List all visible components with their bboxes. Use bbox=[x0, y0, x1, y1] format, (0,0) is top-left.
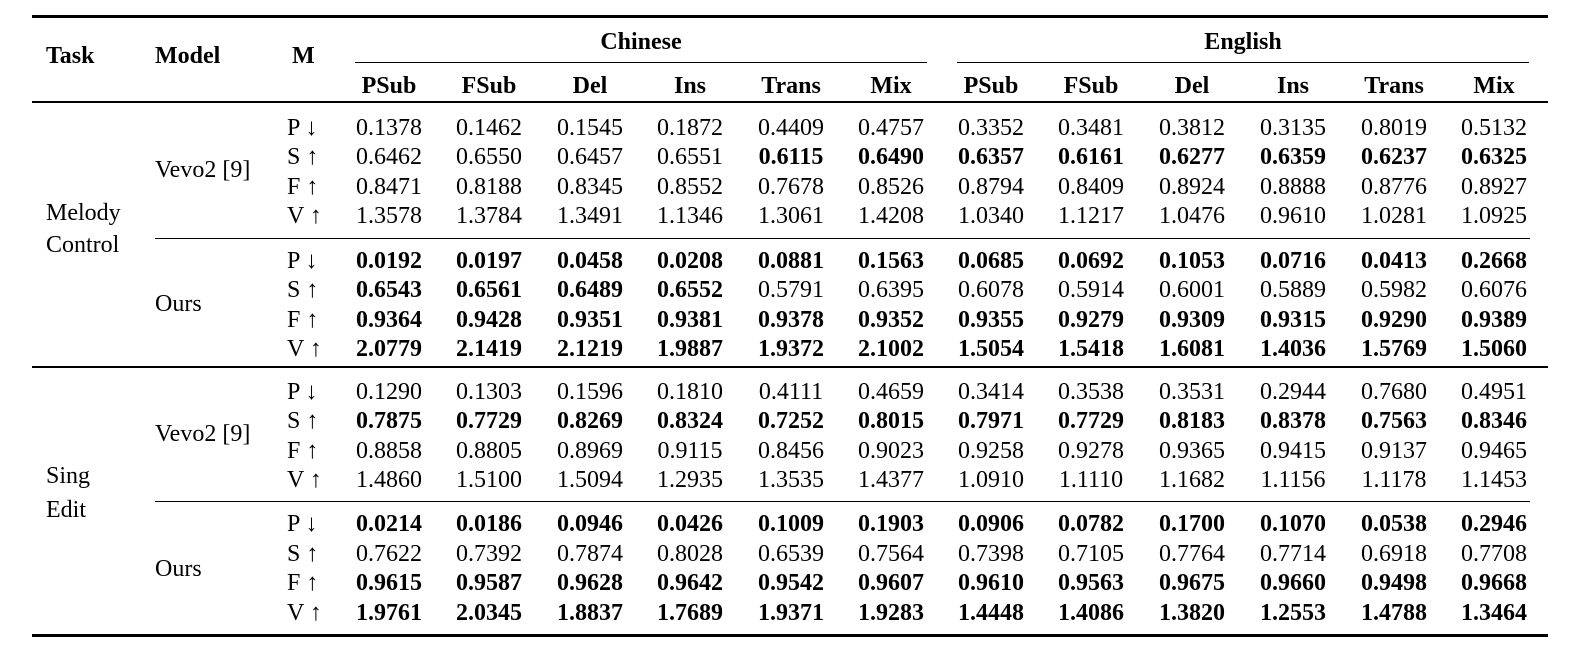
table-cell: 0.9668 bbox=[1461, 570, 1527, 596]
table-cell: 0.9389 bbox=[1461, 307, 1527, 333]
metric-label: P ↓ bbox=[287, 511, 318, 537]
column-header: Mix bbox=[1473, 73, 1515, 99]
table-cell: 0.3812 bbox=[1159, 115, 1225, 141]
table-cell: 1.5769 bbox=[1361, 336, 1427, 362]
table-cell: 0.8776 bbox=[1361, 174, 1427, 200]
chinese-group-underline bbox=[355, 62, 927, 63]
table-cell: 1.2935 bbox=[657, 467, 723, 493]
metric-label: F ↑ bbox=[287, 438, 319, 464]
table-cell: 1.0910 bbox=[958, 467, 1024, 493]
table-cell: 0.0782 bbox=[1058, 511, 1124, 537]
table-cell: 0.8019 bbox=[1361, 115, 1427, 141]
table-cell: 0.8188 bbox=[456, 174, 522, 200]
table-cell: 0.8888 bbox=[1260, 174, 1326, 200]
table-cell: 0.7764 bbox=[1159, 541, 1225, 567]
table-cell: 1.0281 bbox=[1361, 203, 1427, 229]
table-cell: 0.8324 bbox=[657, 408, 723, 434]
table-cell: 0.1303 bbox=[456, 379, 522, 405]
task-label: Sing bbox=[46, 463, 91, 489]
table-cell: 0.6076 bbox=[1461, 277, 1527, 303]
column-header: PSub bbox=[361, 73, 417, 99]
table-cell: 0.6550 bbox=[456, 144, 522, 170]
table-cell: 1.0925 bbox=[1461, 203, 1527, 229]
table-cell: 1.9283 bbox=[858, 600, 924, 626]
task-label: Melody bbox=[46, 200, 121, 226]
table-cell: 0.8269 bbox=[557, 408, 623, 434]
table-cell: 0.0197 bbox=[456, 248, 522, 274]
table-cell: 0.6490 bbox=[858, 144, 924, 170]
table-cell: 1.1110 bbox=[1058, 467, 1124, 493]
table-cell: 0.9351 bbox=[557, 307, 623, 333]
table-cell: 0.9364 bbox=[356, 307, 422, 333]
table-cell: 1.3784 bbox=[456, 203, 522, 229]
metric-label: S ↑ bbox=[287, 277, 319, 303]
model-label: Ours bbox=[155, 556, 202, 582]
table-cell: 0.7678 bbox=[758, 174, 824, 200]
table-cell: 0.9498 bbox=[1361, 570, 1427, 596]
column-header: Ins bbox=[1276, 73, 1310, 99]
table-cell: 0.1903 bbox=[858, 511, 924, 537]
table-cell: 0.6489 bbox=[557, 277, 623, 303]
task-label: Control bbox=[46, 232, 120, 258]
table-cell: 0.1563 bbox=[858, 248, 924, 274]
table-cell: 1.2553 bbox=[1260, 600, 1326, 626]
table-cell: 0.6001 bbox=[1159, 277, 1225, 303]
table-cell: 0.2946 bbox=[1461, 511, 1527, 537]
table-cell: 0.8552 bbox=[657, 174, 723, 200]
table-cell: 0.3352 bbox=[958, 115, 1024, 141]
table-cell: 0.9137 bbox=[1361, 438, 1427, 464]
table-cell: 0.7729 bbox=[1058, 408, 1124, 434]
table-cell: 1.4448 bbox=[958, 600, 1024, 626]
table-cell: 0.9278 bbox=[1058, 438, 1124, 464]
table-cell: 0.8927 bbox=[1461, 174, 1527, 200]
table-cell: 0.3538 bbox=[1058, 379, 1124, 405]
table-cell: 0.8794 bbox=[958, 174, 1024, 200]
table-cell: 1.5054 bbox=[958, 336, 1024, 362]
table-cell: 0.9315 bbox=[1260, 307, 1326, 333]
table-cell: 0.8858 bbox=[356, 438, 422, 464]
table-cell: 1.5100 bbox=[456, 467, 522, 493]
table-cell: 1.3061 bbox=[758, 203, 824, 229]
table-cell: 0.0881 bbox=[758, 248, 824, 274]
table-cell: 0.0426 bbox=[657, 511, 723, 537]
column-header: Del bbox=[572, 73, 608, 99]
table-cell: 1.9887 bbox=[657, 336, 723, 362]
table-cell: 0.9615 bbox=[356, 570, 422, 596]
table-cell: 0.6457 bbox=[557, 144, 623, 170]
table-cell: 0.9628 bbox=[557, 570, 623, 596]
table-cell: 0.7729 bbox=[456, 408, 522, 434]
table-cell: 1.5094 bbox=[557, 467, 623, 493]
table-cell: 1.9371 bbox=[758, 600, 824, 626]
table-cell: 0.1700 bbox=[1159, 511, 1225, 537]
table-cell: 0.9542 bbox=[758, 570, 824, 596]
table-cell: 0.6395 bbox=[858, 277, 924, 303]
table-cell: 0.7971 bbox=[958, 408, 1024, 434]
table-cell: 0.4757 bbox=[858, 115, 924, 141]
table-cell: 1.4377 bbox=[858, 467, 924, 493]
table-cell: 0.5982 bbox=[1361, 277, 1427, 303]
table-cell: 1.7689 bbox=[657, 600, 723, 626]
metric-label: F ↑ bbox=[287, 307, 319, 333]
table-cell: 0.8805 bbox=[456, 438, 522, 464]
bottom-rule bbox=[32, 634, 1548, 637]
task-divider-rule bbox=[32, 366, 1548, 368]
header-task: Task bbox=[46, 43, 95, 69]
column-header: Del bbox=[1174, 73, 1210, 99]
metric-label: S ↑ bbox=[287, 144, 319, 170]
table-cell: 1.3578 bbox=[356, 203, 422, 229]
table-cell: 0.1545 bbox=[557, 115, 623, 141]
table-cell: 0.7680 bbox=[1361, 379, 1427, 405]
table-cell: 0.8409 bbox=[1058, 174, 1124, 200]
table-cell: 0.9381 bbox=[657, 307, 723, 333]
table-cell: 0.9415 bbox=[1260, 438, 1326, 464]
table-cell: 0.0208 bbox=[657, 248, 723, 274]
task-label: Edit bbox=[46, 497, 86, 523]
table-cell: 1.1346 bbox=[657, 203, 723, 229]
table-cell: 0.9563 bbox=[1058, 570, 1124, 596]
table-cell: 1.6081 bbox=[1159, 336, 1225, 362]
table-cell: 0.4409 bbox=[758, 115, 824, 141]
table-cell: 0.9675 bbox=[1159, 570, 1225, 596]
table-cell: 1.5418 bbox=[1058, 336, 1124, 362]
metric-label: F ↑ bbox=[287, 174, 319, 200]
table-cell: 1.8837 bbox=[557, 600, 623, 626]
table-cell: 1.5060 bbox=[1461, 336, 1527, 362]
table-cell: 0.0716 bbox=[1260, 248, 1326, 274]
table-cell: 0.5889 bbox=[1260, 277, 1326, 303]
table-cell: 0.6078 bbox=[958, 277, 1024, 303]
table-cell: 1.4788 bbox=[1361, 600, 1427, 626]
table-cell: 1.0340 bbox=[958, 203, 1024, 229]
metric-label: V ↑ bbox=[287, 467, 322, 493]
table-cell: 1.1453 bbox=[1461, 467, 1527, 493]
table-cell: 0.6325 bbox=[1461, 144, 1527, 170]
table-cell: 0.0538 bbox=[1361, 511, 1427, 537]
table-cell: 0.1070 bbox=[1260, 511, 1326, 537]
table-cell: 0.9642 bbox=[657, 570, 723, 596]
table-cell: 0.1810 bbox=[657, 379, 723, 405]
table-cell: 0.2668 bbox=[1461, 248, 1527, 274]
column-header: Ins bbox=[673, 73, 707, 99]
table-cell: 1.3464 bbox=[1461, 600, 1527, 626]
table-cell: 0.6161 bbox=[1058, 144, 1124, 170]
table-cell: 0.8456 bbox=[758, 438, 824, 464]
table-cell: 0.1290 bbox=[356, 379, 422, 405]
table-cell: 1.4086 bbox=[1058, 600, 1124, 626]
table-cell: 0.5132 bbox=[1461, 115, 1527, 141]
column-header: PSub bbox=[963, 73, 1019, 99]
table-cell: 0.0946 bbox=[557, 511, 623, 537]
metric-label: P ↓ bbox=[287, 115, 318, 141]
table-cell: 0.7874 bbox=[557, 541, 623, 567]
table-cell: 0.8028 bbox=[657, 541, 723, 567]
table-cell: 0.0692 bbox=[1058, 248, 1124, 274]
table-cell: 0.9428 bbox=[456, 307, 522, 333]
metric-label: V ↑ bbox=[287, 203, 322, 229]
table-cell: 1.1156 bbox=[1260, 467, 1326, 493]
table-cell: 0.9279 bbox=[1058, 307, 1124, 333]
table-cell: 1.3820 bbox=[1159, 600, 1225, 626]
metric-label: S ↑ bbox=[287, 541, 319, 567]
table-cell: 0.9352 bbox=[858, 307, 924, 333]
table-cell: 0.9465 bbox=[1461, 438, 1527, 464]
table-cell: 1.4860 bbox=[356, 467, 422, 493]
table-cell: 0.6539 bbox=[758, 541, 824, 567]
table-cell: 0.0685 bbox=[958, 248, 1024, 274]
table-cell: 0.6357 bbox=[958, 144, 1024, 170]
table-cell: 0.7392 bbox=[456, 541, 522, 567]
metric-label: S ↑ bbox=[287, 408, 319, 434]
top-rule bbox=[32, 15, 1548, 18]
table-cell: 0.5914 bbox=[1058, 277, 1124, 303]
table-cell: 0.4659 bbox=[858, 379, 924, 405]
table-cell: 0.1462 bbox=[456, 115, 522, 141]
table-cell: 0.0186 bbox=[456, 511, 522, 537]
table-cell: 0.6359 bbox=[1260, 144, 1326, 170]
table-cell: 0.3531 bbox=[1159, 379, 1225, 405]
table-cell: 0.1009 bbox=[758, 511, 824, 537]
table-cell: 0.1378 bbox=[356, 115, 422, 141]
table-cell: 0.6551 bbox=[657, 144, 723, 170]
english-group-underline bbox=[957, 62, 1529, 63]
table-cell: 2.1002 bbox=[858, 336, 924, 362]
table-cell: 2.0345 bbox=[456, 600, 522, 626]
table-cell: 0.4951 bbox=[1461, 379, 1527, 405]
model-label: Vevo2 [9] bbox=[155, 157, 251, 183]
table-cell: 2.1419 bbox=[456, 336, 522, 362]
table-cell: 0.8015 bbox=[858, 408, 924, 434]
table-cell: 0.6552 bbox=[657, 277, 723, 303]
table-cell: 0.7714 bbox=[1260, 541, 1326, 567]
table-cell: 1.1217 bbox=[1058, 203, 1124, 229]
table-cell: 0.0214 bbox=[356, 511, 422, 537]
header-metric: M bbox=[292, 43, 315, 69]
table-cell: 1.4036 bbox=[1260, 336, 1326, 362]
table-cell: 0.2944 bbox=[1260, 379, 1326, 405]
table-cell: 0.7875 bbox=[356, 408, 422, 434]
table-cell: 0.9607 bbox=[858, 570, 924, 596]
table-cell: 0.7564 bbox=[858, 541, 924, 567]
column-header: FSub bbox=[1063, 73, 1119, 99]
table-cell: 0.8345 bbox=[557, 174, 623, 200]
column-header: Trans bbox=[761, 73, 821, 99]
table-cell: 0.1053 bbox=[1159, 248, 1225, 274]
table-cell: 0.9587 bbox=[456, 570, 522, 596]
table-cell: 0.6561 bbox=[456, 277, 522, 303]
table-cell: 0.9258 bbox=[958, 438, 1024, 464]
table-cell: 0.6277 bbox=[1159, 144, 1225, 170]
table-cell: 0.9365 bbox=[1159, 438, 1225, 464]
table-cell: 1.1178 bbox=[1361, 467, 1427, 493]
table-cell: 0.8471 bbox=[356, 174, 422, 200]
table-cell: 0.8924 bbox=[1159, 174, 1225, 200]
table-cell: 0.6462 bbox=[356, 144, 422, 170]
metric-label: F ↑ bbox=[287, 570, 319, 596]
table-cell: 0.8969 bbox=[557, 438, 623, 464]
table-cell: 0.8526 bbox=[858, 174, 924, 200]
header-group-english: English bbox=[1204, 29, 1282, 55]
table-cell: 2.1219 bbox=[557, 336, 623, 362]
table-cell: 0.6237 bbox=[1361, 144, 1427, 170]
table-cell: 0.7398 bbox=[958, 541, 1024, 567]
table-cell: 0.0413 bbox=[1361, 248, 1427, 274]
header-group-chinese: Chinese bbox=[600, 29, 682, 55]
table-cell: 0.9378 bbox=[758, 307, 824, 333]
table-cell: 0.8346 bbox=[1461, 408, 1527, 434]
table-cell: 0.7252 bbox=[758, 408, 824, 434]
column-header: FSub bbox=[461, 73, 517, 99]
table-cell: 0.9023 bbox=[858, 438, 924, 464]
table-cell: 0.6918 bbox=[1361, 541, 1427, 567]
table-cell: 0.7622 bbox=[356, 541, 422, 567]
model-label: Ours bbox=[155, 291, 202, 317]
singedit-model-divider bbox=[155, 501, 1530, 502]
table-cell: 0.5791 bbox=[758, 277, 824, 303]
table-cell: 0.1596 bbox=[557, 379, 623, 405]
table-cell: 0.9115 bbox=[657, 438, 723, 464]
table-cell: 1.3491 bbox=[557, 203, 623, 229]
metric-label: P ↓ bbox=[287, 379, 318, 405]
model-label: Vevo2 [9] bbox=[155, 421, 251, 447]
table-cell: 0.8183 bbox=[1159, 408, 1225, 434]
table-cell: 0.6115 bbox=[758, 144, 824, 170]
table-cell: 0.0906 bbox=[958, 511, 1024, 537]
table-cell: 0.0458 bbox=[557, 248, 623, 274]
table-cell: 0.3135 bbox=[1260, 115, 1326, 141]
table-cell: 0.7708 bbox=[1461, 541, 1527, 567]
table-cell: 0.3481 bbox=[1058, 115, 1124, 141]
table-cell: 1.9761 bbox=[356, 600, 422, 626]
table-cell: 1.4208 bbox=[858, 203, 924, 229]
table-cell: 0.9290 bbox=[1361, 307, 1427, 333]
table-cell: 1.0476 bbox=[1159, 203, 1225, 229]
table-cell: 0.9355 bbox=[958, 307, 1024, 333]
table-cell: 0.9309 bbox=[1159, 307, 1225, 333]
table-cell: 0.9660 bbox=[1260, 570, 1326, 596]
table-cell: 1.1682 bbox=[1159, 467, 1225, 493]
table-cell: 0.7563 bbox=[1361, 408, 1427, 434]
table-cell: 0.8378 bbox=[1260, 408, 1326, 434]
melody-model-divider bbox=[155, 238, 1530, 239]
column-header: Mix bbox=[870, 73, 912, 99]
column-header: Trans bbox=[1364, 73, 1424, 99]
metric-label: V ↑ bbox=[287, 600, 322, 626]
table-cell: 0.9610 bbox=[958, 570, 1024, 596]
table-cell: 0.7105 bbox=[1058, 541, 1124, 567]
table-cell: 0.0192 bbox=[356, 248, 422, 274]
table-cell: 0.3414 bbox=[958, 379, 1024, 405]
table-cell: 2.0779 bbox=[356, 336, 422, 362]
table-cell: 0.9610 bbox=[1260, 203, 1326, 229]
table-cell: 1.3535 bbox=[758, 467, 824, 493]
table-cell: 0.4111 bbox=[758, 379, 824, 405]
table-cell: 0.1872 bbox=[657, 115, 723, 141]
table-cell: 1.9372 bbox=[758, 336, 824, 362]
metric-label: P ↓ bbox=[287, 248, 318, 274]
metric-label: V ↑ bbox=[287, 336, 322, 362]
table-cell: 0.6543 bbox=[356, 277, 422, 303]
header-bottom-rule bbox=[32, 101, 1548, 103]
header-model: Model bbox=[155, 43, 221, 69]
